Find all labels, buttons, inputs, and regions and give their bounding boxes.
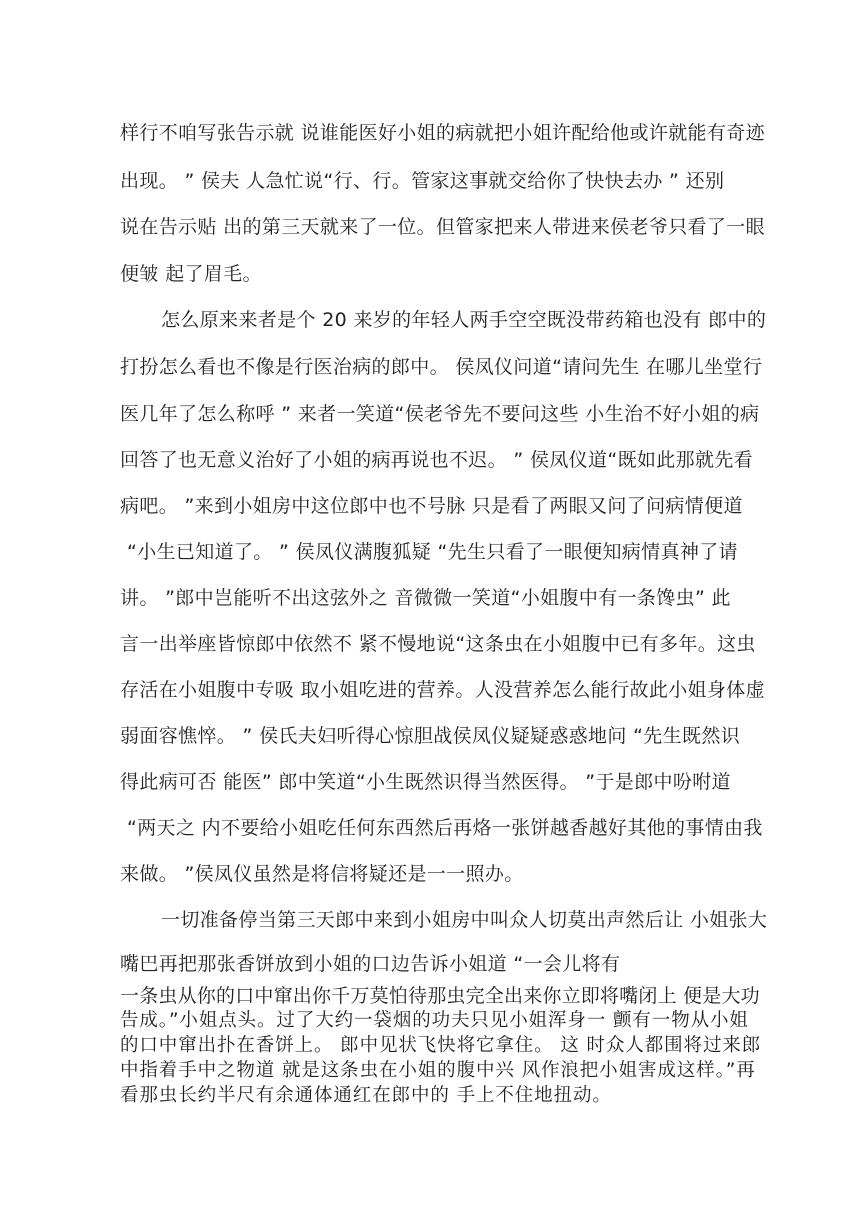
text-line: 的口中窜出扑在香饼上。 郎中见状飞快将它拿住。 这 时众人都围将过来郎 — [120, 1035, 762, 1056]
text-line: 来做。 ”侯凤仪虽然是将信将疑还是一一照办。 — [120, 863, 524, 885]
text-line: 嘴巴再把那张香饼放到小姐的口边告诉小姐道 “一会儿将有 — [120, 953, 621, 975]
text-line: 告成。”小姐点头。过了大约一袋烟的功夫只见小姐浑身一 颤有一物从小姐 — [120, 1010, 749, 1031]
text-line: 打扮怎么看也不像是行医治病的郎中。 侯凤仪问道“请问先生 在哪儿坐堂行 — [120, 356, 763, 378]
text-line: 得此病可否 能医” 郎中笑道“小生既然识得当然医得。 ”于是郎中吩咐道 — [120, 771, 731, 793]
text-line: 回答了也无意义治好了小姐的病再说也不迟。 ” 侯凤仪道“既如此那就先看 — [120, 449, 754, 471]
text-line: 弱面容憔悴。 ” 侯氏夫妇听得心惊胆战侯凤仪疑疑惑惑地问 “先生既然识 — [120, 725, 741, 747]
text-line: 讲。 ”郎中岂能听不出这弦外之 音微微一笑道“小姐腹中有一条馋虫” 此 — [120, 587, 731, 609]
text-line: 言一出举座皆惊郎中依然不 紧不慢地说“这条虫在小姐腹中已有多年。这虫 — [120, 633, 756, 655]
text-line: 病吧。 ”来到小姐房中这位郎中也不号脉 只是看了两眼又问了问病情便道 — [120, 495, 743, 517]
text-line: 样行不咱写张告示就 说谁能医好小姐的病就把小姐许配给他或许就能有奇迹 — [120, 122, 765, 144]
text-line: 存活在小姐腹中专吸 取小姐吃进的营养。人没营养怎么能行故此小姐身体虚 — [120, 679, 765, 701]
text-line: 一条虫从你的口中窜出你千万莫怕待那虫完全出来你立即将嘴闭上 便是大功 — [120, 985, 760, 1007]
text-line: 医几年了怎么称呼 ” 来者一笑道“侯老爷先不要问这些 小生治不好小姐的病 — [120, 403, 760, 425]
text-line: 怎么原来来者是个 20 来岁的年轻人两手空空既没带药箱也没有 郎中的 — [161, 309, 767, 331]
text-line: “小生已知道了。 ” 侯凤仪满腹狐疑 “先生只看了一眼便知病情真神了请 — [127, 541, 738, 563]
text-line: “两天之 内不要给小姐吃任何东西然后再烙一张饼越香越好其他的事情由我 — [127, 817, 763, 839]
text-line: 出现。 ” 侯夫 人急忙说“行、行。管家这事就交给你了快快去办 ” 还别 — [120, 170, 725, 192]
text-line: 中指着手中之物道 就是这条虫在小姐的腹中兴 风作浪把小姐害成这样。”再 — [120, 1060, 756, 1081]
text-line: 说在告示贴 出的第三天就来了一位。但管家把来人带进来侯老爷只看了一眼 — [120, 216, 765, 238]
text-line: 便皱 起了眉毛。 — [120, 263, 262, 285]
text-line: 一切准备停当第三天郎中来到小姐房中叫众人切莫出声然后让 小姐张大 — [161, 909, 768, 931]
text-line: 看那虫长约半尺有余通体通红在郎中的 手上不住地扭动。 — [120, 1085, 612, 1106]
